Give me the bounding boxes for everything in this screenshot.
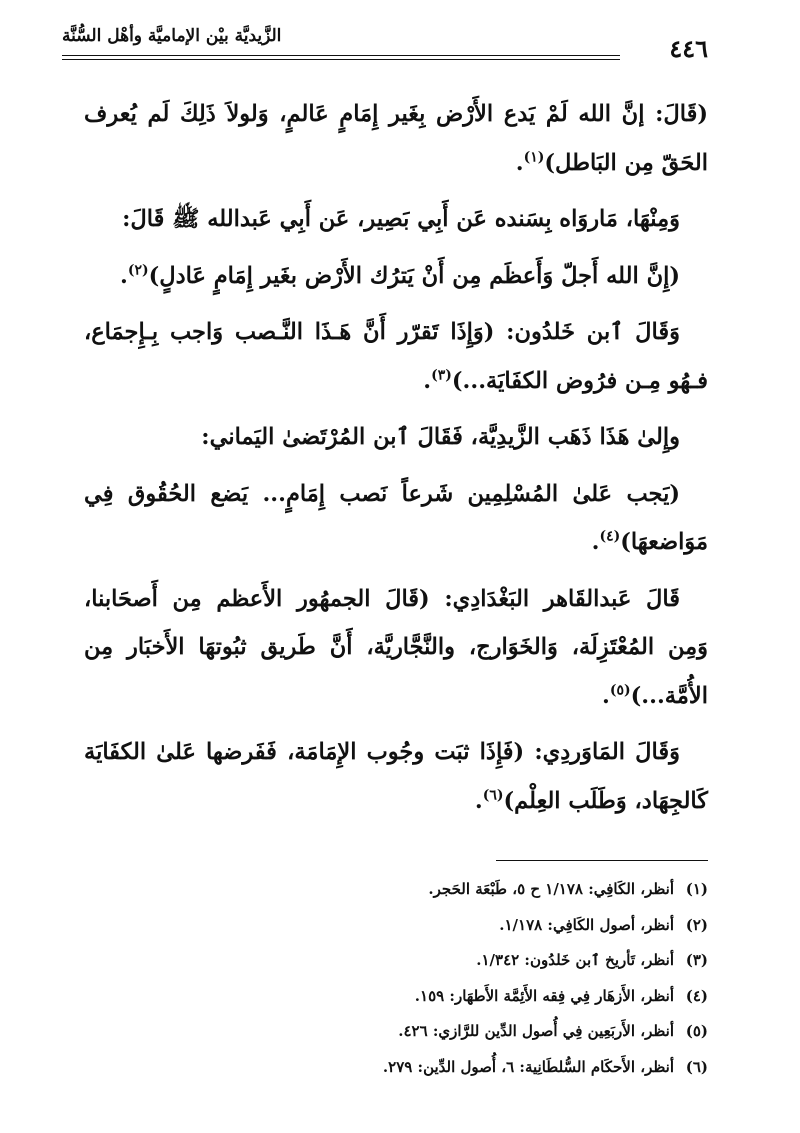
footnote-number: (١) [685,880,708,898]
paragraph: (يَجب عَلىٰ المُسْلِمِين شَرعاً نَصب إِمَامٍ... يَضع الحُقُوق فِي مَوَاضعهَا)$^{(٤)}$. [84,480,708,555]
footnote: (٤)أنظر، الأَزهَار فِي فِقه الأَئِمَّة الأَطهَار: ١٥٩. [150,979,708,1015]
paragraph: وَقَالَ ٱبن خَلدُون: (وَإِذَا تَقرّر أَنَّ هَـذَا النَّـصب وَاجب بِـإِجمَاع، فـهُو مِـن فرُوض الكفَايَة...)$^{(٣)}$. [84,319,708,394]
footnote-ref: (١) [523,149,545,165]
main-text [84,90,708,833]
footnote-number: (٦) [685,1057,708,1076]
footnotes [150,872,708,1085]
paragraph: قَالَ عَبدالقَاهر البَغْدَادِي: (قَالَ الجمهُور الأَعظم مِن أَصحَابنا، وَمِن المُعْتَزِلَة، وَالخَوَارج، والنَّجَّاريَّة، أَنَّ طَريق ثبُوتهَا الأَخبَار مِن الأُمَّة...)$^{(٥)}$. [84,585,708,709]
running-title: الزَّيديَّة بيْن الإماميَّة وأهْل السُّنَّة [62,26,282,46]
footnote-separator [496,860,708,861]
footnote-ref: (٢) [127,262,149,278]
footnote: (٣)أنظر، تَأريخ ٱبن خَلدُون: ١/٣٤٢. [150,943,708,979]
page-number: ٤٤٦ [669,34,708,63]
footnote: (١)أنظر، الكَافِي: ١/١٧٨ ح ٥، طَبْعَة الحَجر. [150,872,708,908]
footnote-ref: (٥) [609,682,631,698]
footnote-number: (٢) [685,915,708,934]
footnote: (٦)أنظر، الأَحكَام السُّلطَانِية: ٦، أُصول الدِّين: ٢٧٩. [150,1050,708,1086]
footnote-number: (٥) [685,1022,708,1040]
footnote-number: (٤) [685,986,708,1005]
header-rule-secondary [62,59,620,60]
paragraph: وَمِنْهَا، مَاروَاه بِسَنده عَن أَبِي بَصِير، عَن أَبِي عَبدالله ﷺ قَالَ: [122,206,680,232]
paragraph: وَقَالَ المَاوَردِي: (فَإِذَا ثبَت وجُوب الإِمَامَة، فَفَرضها عَلىٰ الكفَايَة كَالجِهَاد، وَطَلَب العِلْم)$^{(٦)}$. [84,739,708,814]
page-header [62,26,708,66]
footnote: (٥)أنظر، الأَربَعِين فِي أُصول الدِّين للرَّازي: ٤٢٦. [150,1014,708,1050]
footnote-ref: (٤) [599,528,621,545]
footnote-ref: (٣) [431,367,452,383]
footnote-ref: (٦) [482,787,504,803]
paragraph: (قَالَ: إنَّ الله لَمْ يَدع الأَرْض بِغَير إِمَامٍ عَالمٍ، وَلولاَ ذَلِكَ لَم يُعرف الحَقّ مِن البَاطل)$^{(١)}$. [84,101,708,176]
footnote-number: (٣) [685,951,708,969]
paragraph: وإِلىٰ هَذَا ذَهَب الزَّيدِيَّة، فَقَالَ ٱبن المُرْتَضىٰ اليَماني: [201,424,680,450]
paragraph: (إِنَّ الله أَجلّ وَأَعظَم مِن أَنْ يَترُك الأَرْض بغَير إِمَامٍ عَادلٍ)$^{(٢)}$. [120,262,680,289]
header-rule [62,55,620,56]
footnote: (٢)أنظر، أصول الكَافِي: ١/١٧٨. [150,908,708,944]
